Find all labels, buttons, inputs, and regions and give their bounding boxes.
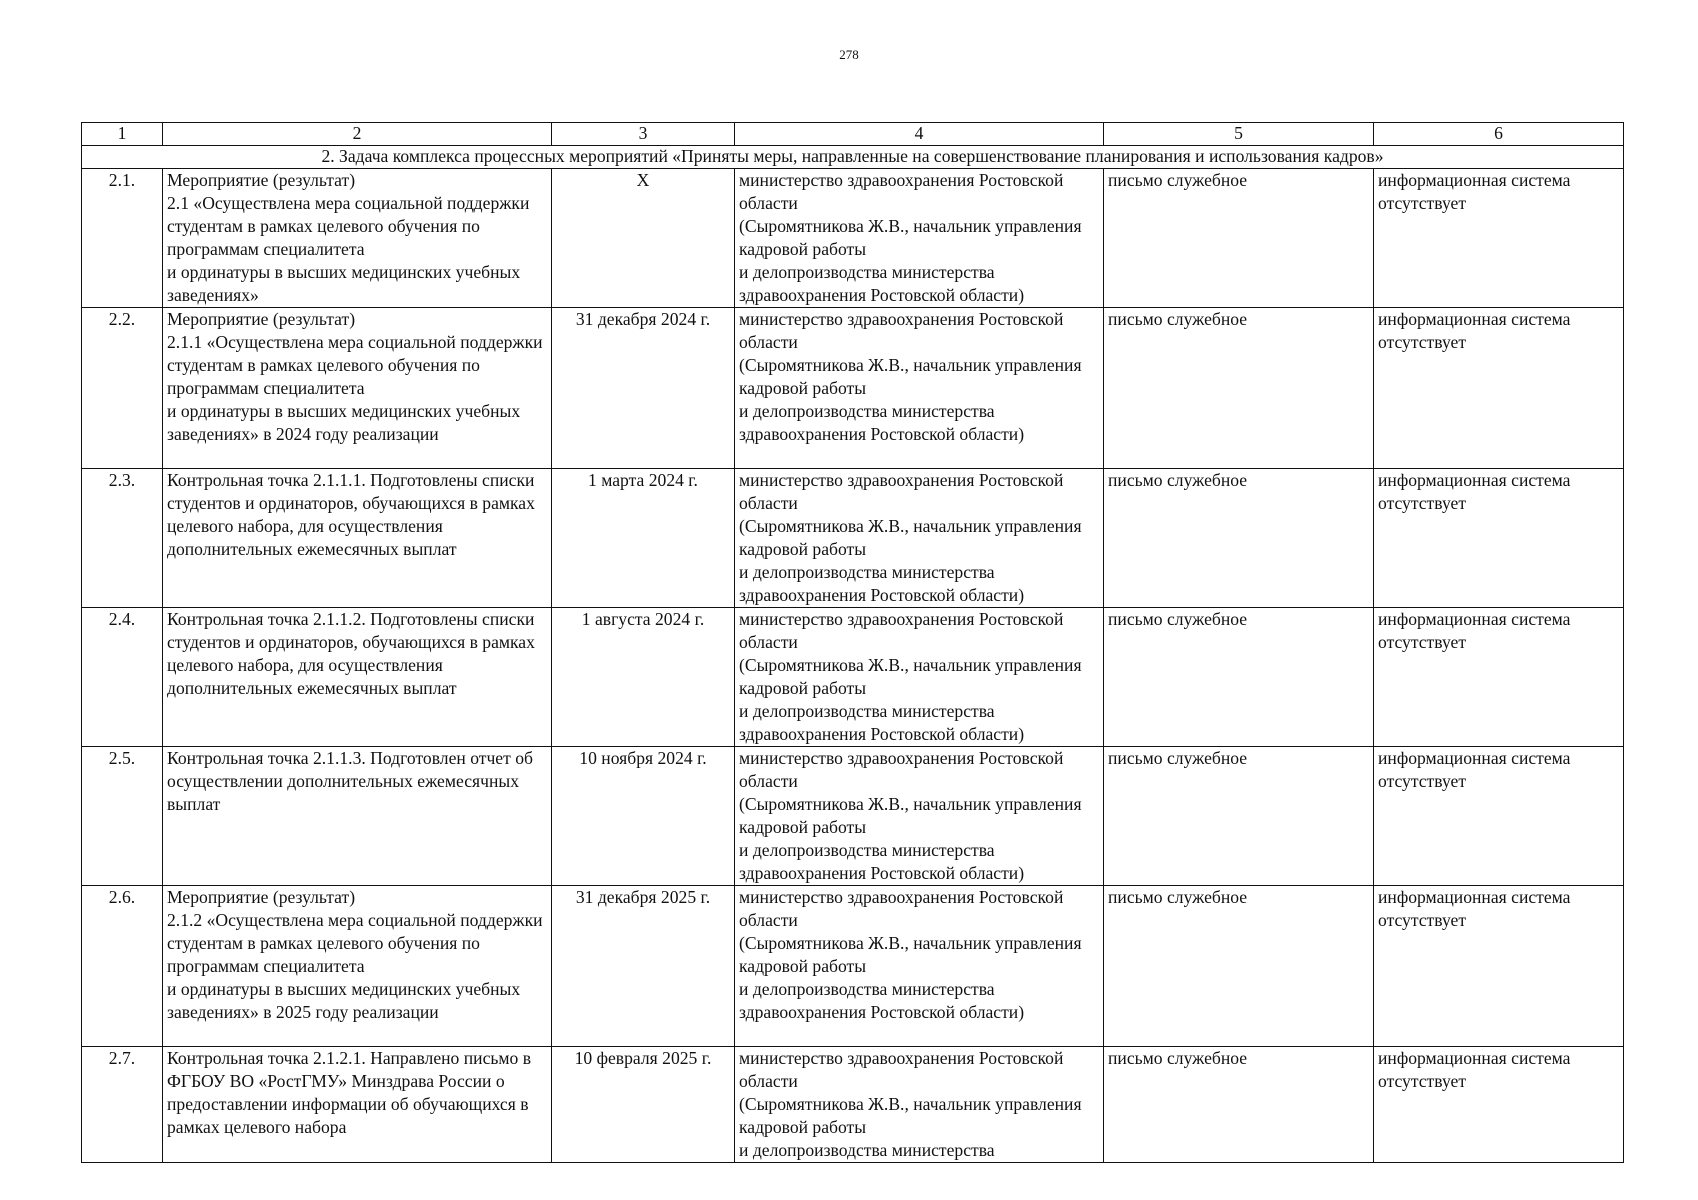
row-number: 2.5. [82,747,163,886]
responsible-cell: министерство здравоохранения Ростовской области (Сыромятникова Ж.В., начальник управления кадровой работы и делопроизводства министерства здравоохранения Ростовской области) [735,169,1104,308]
row-number: 2.6. [82,886,163,1047]
date-cell: 1 августа 2024 г. [552,608,735,747]
header-cell: 5 [1104,123,1374,146]
date-cell: 1 марта 2024 г. [552,469,735,608]
responsible-cell: министерство здравоохранения Ростовской области (Сыромятникова Ж.В., начальник управления кадровой работы и делопроизводства министерства здравоохранения Ростовской области) [735,608,1104,747]
header-cell: 6 [1374,123,1624,146]
responsible-cell: министерство здравоохранения Ростовской области (Сыромятникова Ж.В., начальник управления кадровой работы и делопроизводства министерства [735,1047,1104,1163]
page-number: 278 [839,47,859,62]
row-number: 2.3. [82,469,163,608]
system-cell: информационная система отсутствует [1374,886,1624,1047]
header-row [82,123,1624,146]
event-cell: Контрольная точка 2.1.1.3. Подготовлен отчет об осуществлении дополнительных ежемесячных выплат [163,747,552,886]
system-cell: информационная система отсутствует [1374,608,1624,747]
event-cell: Мероприятие (результат) 2.1.2 «Осуществлена мера социальной поддержки студентам в рамках целевого обучения по программам специалитета и ординатуры в высших медицинских учебных заведениях» в 2025 году реализации [163,886,552,1047]
table-row [82,1047,1624,1163]
document-cell: письмо служебное [1104,169,1374,308]
table-row [82,886,1624,1047]
row-number: 2.1. [82,169,163,308]
header-cell: 2 [163,123,552,146]
date-cell: 10 февраля 2025 г. [552,1047,735,1163]
responsible-cell: министерство здравоохранения Ростовской области (Сыромятникова Ж.В., начальник управления кадровой работы и делопроизводства министерства здравоохранения Ростовской области) [735,308,1104,469]
document-cell: письмо служебное [1104,886,1374,1047]
document-cell: письмо служебное [1104,1047,1374,1163]
date-cell: Х [552,169,735,308]
event-cell: Контрольная точка 2.1.1.1. Подготовлены списки студентов и ординаторов, обучающихся в рамках целевого набора, для осуществления дополнительных ежемесячных выплат [163,469,552,608]
system-cell: информационная система отсутствует [1374,1047,1624,1163]
event-cell: Мероприятие (результат) 2.1 «Осуществлена мера социальной поддержки студентам в рамках целевого обучения по программам специалитета и ординатуры в высших медицинских учебных заведениях» [163,169,552,308]
document-cell: письмо служебное [1104,747,1374,886]
document-cell: письмо служебное [1104,608,1374,747]
event-cell: Контрольная точка 2.1.1.2. Подготовлены списки студентов и ординаторов, обучающихся в рамках целевого набора, для осуществления дополнительных ежемесячных выплат [163,608,552,747]
event-cell: Контрольная точка 2.1.2.1. Направлено письмо в ФГБОУ ВО «РостГМУ» Минздрава России о предоставлении информации об обучающихся в рамках целевого набора [163,1047,552,1163]
system-cell: информационная система отсутствует [1374,308,1624,469]
row-number: 2.2. [82,308,163,469]
header-cell: 4 [735,123,1104,146]
table-row [82,747,1624,886]
table-row [82,308,1624,469]
row-number: 2.7. [82,1047,163,1163]
header-cell: 1 [82,123,163,146]
system-cell: информационная система отсутствует [1374,169,1624,308]
date-cell: 31 декабря 2024 г. [552,308,735,469]
table-row [82,608,1624,747]
task-title: 2. Задача комплекса процессных мероприятий «Приняты меры, направленные на совершенствование планирования и использования кадров» [82,146,1624,169]
row-number: 2.4. [82,608,163,747]
header-cell: 3 [552,123,735,146]
task-title-row [82,146,1624,169]
responsible-cell: министерство здравоохранения Ростовской области (Сыромятникова Ж.В., начальник управления кадровой работы и делопроизводства министерства здравоохранения Ростовской области) [735,747,1104,886]
table-row [82,469,1624,608]
document-cell: письмо служебное [1104,308,1374,469]
document-cell: письмо служебное [1104,469,1374,608]
responsible-cell: министерство здравоохранения Ростовской области (Сыромятникова Ж.В., начальник управления кадровой работы и делопроизводства министерства здравоохранения Ростовской области) [735,469,1104,608]
plan-table [81,122,1624,1163]
date-cell: 10 ноября 2024 г. [552,747,735,886]
responsible-cell: министерство здравоохранения Ростовской области (Сыромятникова Ж.В., начальник управления кадровой работы и делопроизводства министерства здравоохранения Ростовской области) [735,886,1104,1047]
system-cell: информационная система отсутствует [1374,747,1624,886]
event-cell: Мероприятие (результат) 2.1.1 «Осуществлена мера социальной поддержки студентам в рамках целевого обучения по программам специалитета и ординатуры в высших медицинских учебных заведениях» в 2024 году реализации [163,308,552,469]
table-row [82,169,1624,308]
system-cell: информационная система отсутствует [1374,469,1624,608]
date-cell: 31 декабря 2025 г. [552,886,735,1047]
